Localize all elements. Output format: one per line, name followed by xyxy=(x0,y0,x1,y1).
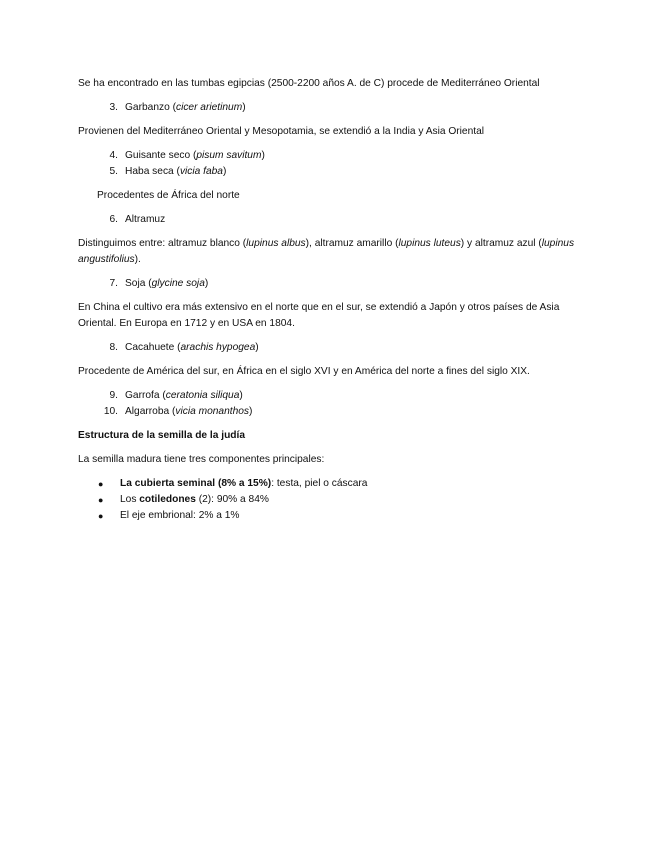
bullet-icon: ● xyxy=(98,511,104,521)
scientific-name: lupinus angustifolius xyxy=(78,238,575,265)
list-item-garrofa xyxy=(96,388,595,404)
list-text: Guisante seco (pisum savitum) xyxy=(125,150,265,161)
scientific-name: vicia faba xyxy=(179,166,223,177)
list-item-haba xyxy=(96,164,595,180)
list-item-cacahuete xyxy=(96,340,595,356)
bullet-item-eje xyxy=(96,508,595,524)
scientific-name: arachis hypogea xyxy=(180,342,256,353)
list-text: Garbanzo (cicer arietinum) xyxy=(125,102,246,113)
list-number: 4. xyxy=(109,150,118,161)
paragraph-altramuz-types: Distinguimos entre: altramuz blanco (lupinus albus), altramuz amarillo (lupinus luteus) y altramuz azul (lupinus angustifolius). xyxy=(78,238,575,265)
paragraph-components-intro: La semilla madura tiene tres componentes principales: xyxy=(78,454,325,465)
list-text: Algarroba (vicia monanthos) xyxy=(125,406,253,417)
scientific-name: lupinus luteus xyxy=(398,238,461,249)
list-number: 3. xyxy=(109,102,118,113)
list-item-guisante xyxy=(96,148,595,164)
paragraph-china: En China el cultivo era más extensivo en el norte que en el sur, se extendió a Japón y otros países de Asia Oriental. En Europa en 1712 y en USA en 1804. xyxy=(78,302,560,329)
legume-list-3 xyxy=(78,100,595,116)
paragraph-south-america: Procedente de América del sur, en África en el siglo XVI y en América del norte a fines del siglo XIX. xyxy=(78,366,530,377)
scientific-name: cicer arietinum xyxy=(175,102,243,113)
scientific-name: pisum savitum xyxy=(196,150,262,161)
scientific-name: glycine soja xyxy=(151,278,205,289)
paragraph-egypt: Se ha encontrado en las tumbas egipcias (2500-2200 años A. de C) procede de Mediterráneo Oriental xyxy=(78,78,540,89)
list-item-algarroba xyxy=(96,404,595,420)
bullet-text: Los cotiledones (2): 90% a 84% xyxy=(120,494,269,505)
paragraph-origin-mediterranean: Provienen del Mediterráneo Oriental y Mesopotamia, se extendió a la India y Asia Oriental xyxy=(78,126,485,137)
legume-list-9-10 xyxy=(78,388,595,420)
list-text: Cacahuete (arachis hypogea) xyxy=(125,342,259,353)
list-number: 9. xyxy=(109,390,118,401)
bullet-icon: ● xyxy=(98,495,104,505)
bullet-item-cotiledones xyxy=(96,492,595,508)
list-text: Garrofa (ceratonia siliqua) xyxy=(125,390,243,401)
list-number: 6. xyxy=(109,214,118,225)
legume-list-4-5 xyxy=(78,148,595,180)
list-item-soja xyxy=(96,276,595,292)
paragraph-africa-origin: Procedentes de África del norte xyxy=(97,190,240,201)
bullet-item-cubierta xyxy=(96,476,595,492)
scientific-name: ceratonia siliqua xyxy=(165,390,240,401)
list-text: Haba seca (vicia faba) xyxy=(125,166,227,177)
legume-list-6 xyxy=(78,212,595,228)
scientific-name: vicia monanthos xyxy=(175,406,250,417)
list-item-garbanzo xyxy=(96,100,595,116)
scientific-name: lupinus albus xyxy=(246,238,306,249)
list-number: 8. xyxy=(109,342,118,353)
list-text: Soja (glycine soja) xyxy=(125,278,209,289)
legume-list-8 xyxy=(78,340,595,356)
list-number: 7. xyxy=(109,278,118,289)
list-number: 5. xyxy=(109,166,118,177)
legume-list-7 xyxy=(78,276,595,292)
list-text: Altramuz xyxy=(125,214,166,225)
components-bullet-list xyxy=(78,476,595,524)
list-item-altramuz xyxy=(96,212,595,228)
bullet-icon: ● xyxy=(98,479,104,489)
bullet-text: El eje embrional: 2% a 1% xyxy=(120,510,240,521)
list-number: 10. xyxy=(103,406,118,417)
bullet-text: La cubierta seminal (8% a 15%): testa, piel o cáscara xyxy=(120,478,368,489)
section-heading: Estructura de la semilla de la judía xyxy=(78,430,246,441)
